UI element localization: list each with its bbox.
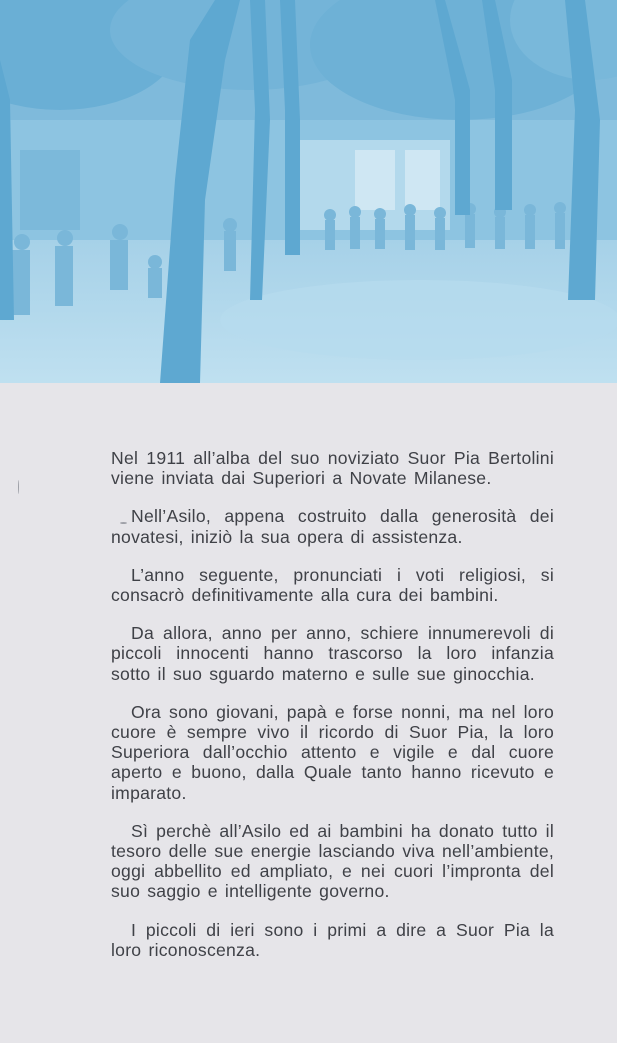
article-body [111,448,554,960]
paragraph-5: Ora sono giovani, papà e forse nonni, ma nel loro cuore è sempre vivo il ricordo di Suor Pia, la loro Superiora dall’occhio attento e vigile e dal cuore aperto e buono, dalla Quale tanto hanno ricevuto e imparato. [111,701,554,803]
print-speck [120,522,127,524]
paragraph-6: Sì perchè all’Asilo ed ai bambini ha donato tutto il tesoro delle sue energie lasciando viva nell’ambiente, oggi abbellito ed ampliato, e nei cuori l’impronta del suo saggio e intelligente governo. [111,820,554,902]
paragraph-1: Nel 1911 all’alba del suo noviziato Suor Pia Bertolini viene inviata dai Superiori a Novate Milanese. [111,448,554,489]
courtyard-photo [0,0,617,383]
print-speck [18,480,19,494]
paragraph-7: I piccoli di ieri sono i primi a dire a Suor Pia la loro riconoscenza. [111,919,554,960]
paragraph-2: Nell’Asilo, appena costruito dalla generosità dei novatesi, iniziò la sua opera di assistenza. [111,506,554,547]
paragraph-4: Da allora, anno per anno, schiere innumerevoli di piccoli innocenti hanno trascorso la loro infanzia sotto il suo sguardo materno e sulle sue ginocchia. [111,623,554,684]
paragraph-3: L’anno seguente, pronunciati i voti religiosi, si consacrò definitivamente alla cura dei bambini. [111,564,554,606]
